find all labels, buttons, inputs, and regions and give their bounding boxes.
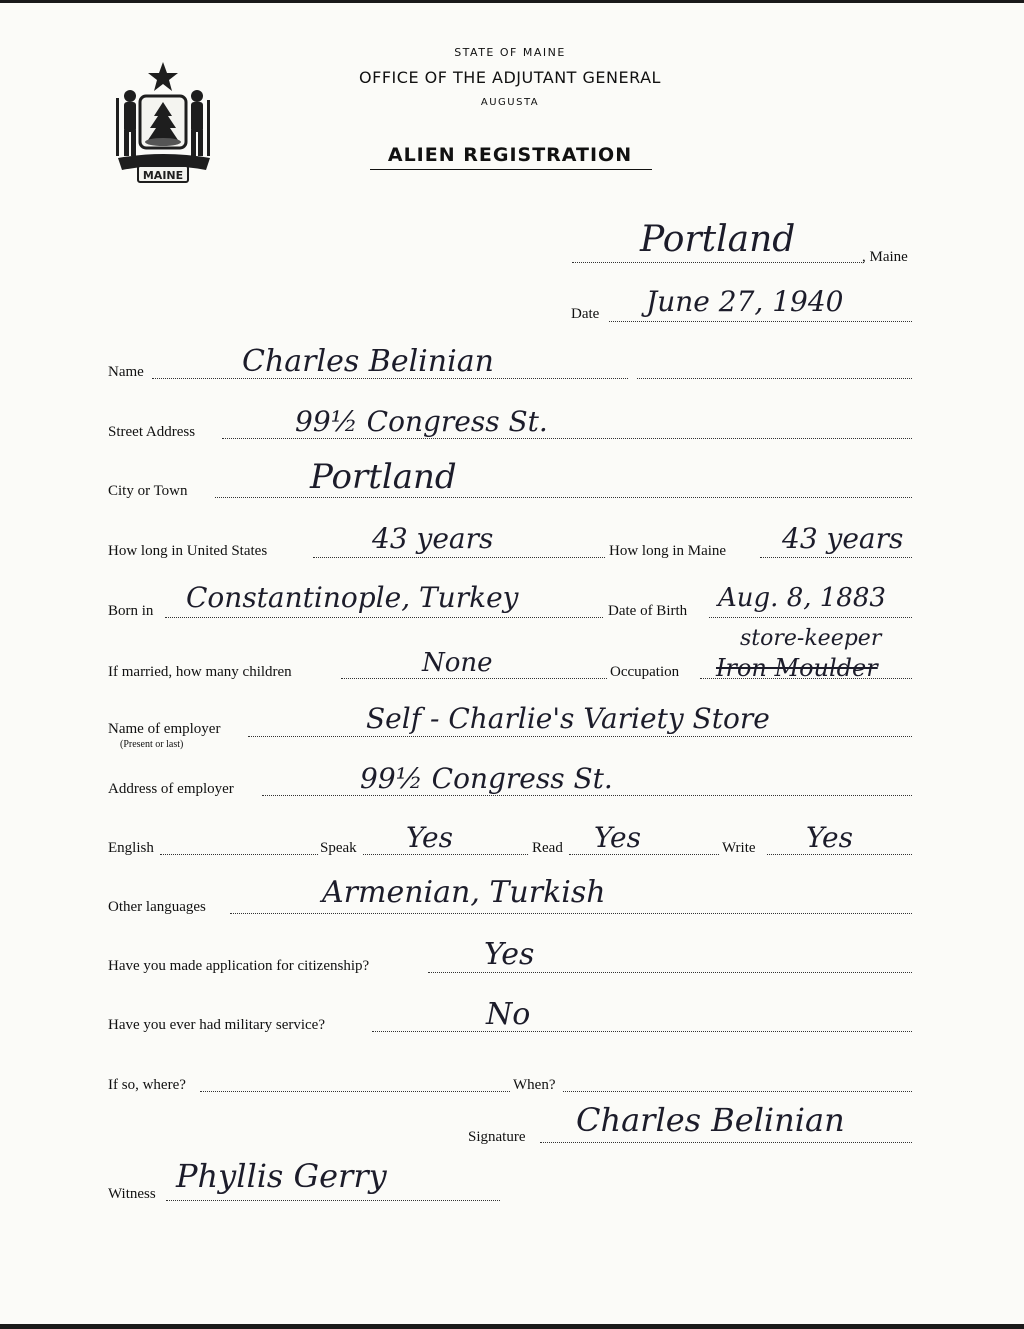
scan-top-edge: [0, 0, 1024, 3]
date-of-birth-line: [709, 617, 912, 618]
header-state: STATE OF MAINE: [454, 46, 566, 59]
speak-entry: Yes: [406, 821, 453, 854]
born-in-entry: Constantinople, Turkey: [186, 581, 519, 614]
form-title: ALIEN REGISTRATION: [387, 144, 633, 166]
signature-label: Signature: [468, 1129, 526, 1145]
how-long-us-line: [313, 557, 605, 558]
other-languages-label: Other languages: [108, 899, 206, 915]
speak-line: [363, 854, 528, 855]
born-in-label: Born in: [108, 603, 154, 619]
employer-note: (Present or last): [120, 739, 184, 750]
how-long-us-entry: 43 years: [372, 522, 494, 555]
signature-line: [540, 1142, 912, 1143]
employer-address-line: [262, 795, 912, 796]
street-address-label: Street Address: [108, 424, 196, 440]
children-entry: None: [422, 648, 493, 678]
city-line: [215, 497, 912, 498]
signature-entry: Charles Belinian: [576, 1101, 845, 1139]
when-label: When?: [513, 1077, 556, 1093]
occupation-added-entry: store-keeper: [740, 626, 882, 651]
date-line: [609, 321, 912, 322]
how-long-us-label: How long in United States: [108, 543, 268, 559]
title-underline: [370, 169, 652, 170]
military-line: [372, 1031, 912, 1032]
place-line: [572, 262, 864, 263]
citizenship-label: Have you made application for citizenship?: [108, 958, 370, 974]
scan-bottom-edge: [0, 1324, 1024, 1329]
write-label: Write: [722, 840, 756, 856]
citizenship-line: [428, 972, 912, 973]
city-label: City or Town: [108, 483, 188, 499]
employer-name-label: Name of employer: [108, 721, 221, 737]
date-of-birth-label: Date of Birth: [608, 603, 688, 619]
date-label: Date: [571, 306, 600, 322]
how-long-maine-entry: 43 years: [782, 522, 904, 555]
when-line: [563, 1091, 912, 1092]
read-line: [569, 854, 719, 855]
english-label: English: [108, 840, 154, 856]
employer-name-line: [248, 736, 912, 737]
place-suffix: , Maine: [862, 249, 908, 265]
if-so-where-label: If so, where?: [108, 1077, 186, 1093]
street-address-entry: 99½ Congress St.: [295, 405, 548, 438]
date-entry: June 27, 1940: [646, 285, 844, 318]
date-of-birth-entry: Aug. 8, 1883: [718, 583, 886, 613]
employer-name-entry: Self - Charlie's Variety Store: [366, 702, 770, 735]
maine-state-seal-icon: [108, 58, 220, 186]
witness-entry: Phyllis Gerry: [176, 1157, 387, 1195]
header-office: OFFICE OF THE ADJUTANT GENERAL: [359, 68, 661, 87]
military-label: Have you ever had military service?: [108, 1017, 325, 1033]
if-so-where-line: [200, 1091, 510, 1092]
svg-text:MAINE: MAINE: [142, 169, 184, 182]
read-entry: Yes: [594, 821, 641, 854]
born-in-line: [165, 617, 603, 618]
city-entry: Portland: [310, 457, 457, 497]
witness-label: Witness: [108, 1186, 156, 1202]
name-label: Name: [108, 364, 144, 380]
write-line: [767, 854, 912, 855]
place-entry: Portland: [640, 219, 796, 260]
name-line-2: [637, 378, 912, 379]
children-label: If married, how many children: [108, 664, 292, 680]
witness-line: [166, 1200, 500, 1201]
military-entry: No: [486, 997, 531, 1032]
children-line: [341, 678, 607, 679]
write-entry: Yes: [806, 821, 853, 854]
how-long-maine-label: How long in Maine: [609, 543, 727, 559]
other-languages-entry: Armenian, Turkish: [322, 875, 606, 910]
other-languages-line: [230, 913, 912, 914]
citizenship-entry: Yes: [484, 937, 535, 972]
speak-label: Speak: [320, 840, 357, 856]
occupation-entry: Iron Moulder: [716, 654, 878, 682]
how-long-maine-line: [760, 557, 912, 558]
employer-address-entry: 99½ Congress St.: [360, 762, 613, 795]
street-address-line: [222, 438, 912, 439]
english-line: [160, 854, 318, 855]
occupation-label: Occupation: [610, 664, 680, 680]
read-label: Read: [532, 840, 563, 856]
header-city: AUGUSTA: [480, 97, 540, 108]
employer-address-label: Address of employer: [108, 781, 234, 797]
name-entry: Charles Belinian: [242, 344, 494, 379]
